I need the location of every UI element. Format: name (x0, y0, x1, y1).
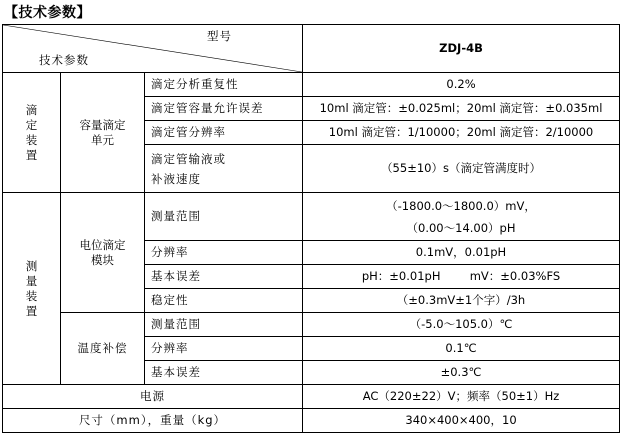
row-label: 滴定管分辨率 (145, 121, 303, 145)
table-row (3, 73, 620, 97)
titration-group-label: 滴 定 装 置 (3, 73, 61, 193)
table-row (3, 313, 620, 337)
row-label: 基本误差 (145, 265, 303, 289)
power-label: 电源 (3, 385, 303, 409)
param-label: 技术参数 (39, 53, 89, 67)
volumetric-unit-label: 容量滴定 单元 (61, 73, 145, 193)
row-label: 分辨率 (145, 241, 303, 265)
row-value: 0.2% (303, 73, 620, 97)
spec-table (2, 24, 620, 433)
row-label: 测量范围 (145, 193, 303, 241)
measurement-group-label: 测 量 装 置 (3, 193, 61, 385)
row-value: （55±10）s（滴定管满度时） (303, 145, 620, 193)
model-value: ZDJ-4B (303, 25, 620, 73)
row-value: pH：±0.01pH mV：±0.03%FS (303, 265, 620, 289)
row-value: 0.1mV，0.01pH (303, 241, 620, 265)
row-value: 10ml 滴定管：1/10000；20ml 滴定管：2/10000 (303, 121, 620, 145)
row-value: 10ml 滴定管：±0.025ml；20ml 滴定管：±0.035ml (303, 97, 620, 121)
row-label: 稳定性 (145, 289, 303, 313)
row-value: （-1800.0～1800.0）mV， （0.00～14.00）pH (303, 193, 620, 241)
row-label: 滴定管输液或 补液速度 (145, 145, 303, 193)
section-heading: 【技术参数】 (4, 5, 91, 21)
header-row (3, 25, 620, 73)
size-label: 尺寸（mm），重量（kg） (3, 409, 303, 433)
row-label: 测量范围 (145, 313, 303, 337)
temperature-unit-label: 温度补偿 (61, 313, 145, 385)
potentiometric-unit-label: 电位滴定 模块 (61, 193, 145, 313)
table-row (3, 385, 620, 409)
table-row (3, 193, 620, 241)
row-value: ±0.3℃ (303, 361, 620, 385)
row-label: 滴定分析重复性 (145, 73, 303, 97)
row-label: 滴定管容量允许误差 (145, 97, 303, 121)
row-value: （-5.0～105.0）℃ (303, 313, 620, 337)
header-diagonal-cell (3, 25, 303, 73)
model-label: 型号 (207, 29, 233, 43)
row-label: 基本误差 (145, 361, 303, 385)
row-value: （±0.3mV±1个字）/3h (303, 289, 620, 313)
row-label: 分辨率 (145, 337, 303, 361)
power-value: AC（220±22）V；频率（50±1）Hz (303, 385, 620, 409)
table-row (3, 409, 620, 433)
row-value: 0.1℃ (303, 337, 620, 361)
size-value: 340×400×400，10 (303, 409, 620, 433)
